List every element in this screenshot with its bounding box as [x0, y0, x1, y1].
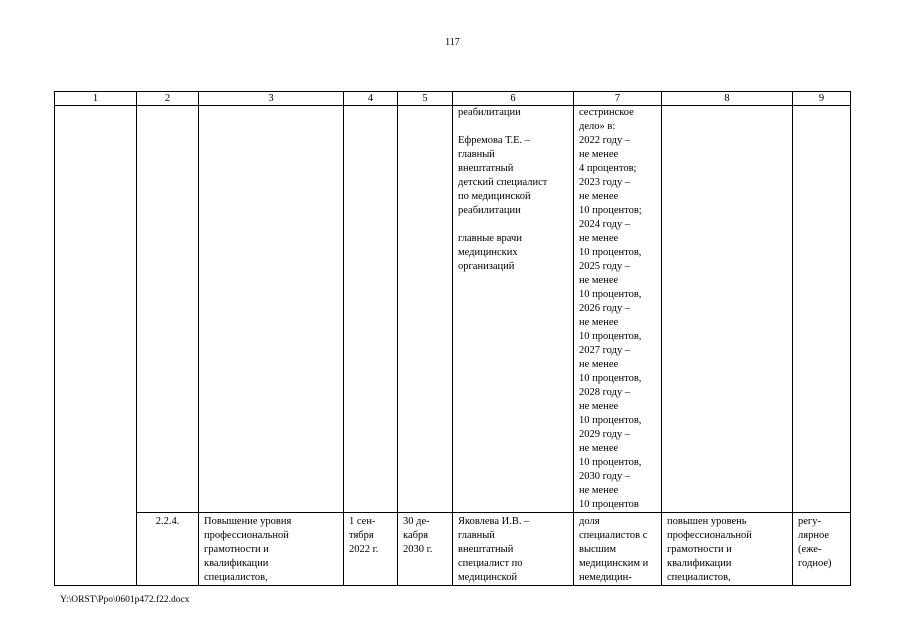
text-line: 2025 году – [579, 261, 631, 272]
table-cell [137, 106, 199, 513]
file-path-footer: Y:\ORST\Ppo\0601p472.f22.docx [60, 595, 190, 605]
header-cell: 2 [137, 92, 199, 106]
text-line: Ефремова Т.Е. – [458, 135, 531, 146]
text-line: 30 де- [403, 516, 430, 527]
text-line: 10 процентов, [579, 289, 642, 300]
text-line: не менее [579, 359, 619, 370]
text-line: специалистов с [579, 530, 648, 541]
header-cell: 5 [398, 92, 453, 106]
text-line: не менее [579, 191, 619, 202]
text-line: 2030 году – [579, 471, 631, 482]
frequency-cell [793, 513, 851, 586]
header-cell: 3 [199, 92, 344, 106]
text-line: 10 процентов, [579, 373, 642, 384]
text-line: Яковлева И.В. – [458, 516, 530, 527]
text-line: 2029 году – [579, 429, 631, 440]
text-line: квалификации [204, 558, 269, 569]
header-cell: 6 [453, 92, 574, 106]
text-line: главный [458, 149, 495, 160]
text-line: годное) [798, 558, 832, 569]
text-line: профессиональной [204, 530, 289, 541]
text-line: грамотности и [667, 544, 732, 555]
table-row [55, 106, 851, 513]
text-line: кабря [403, 530, 429, 541]
text-line: профессиональной [667, 530, 752, 541]
text-line: грамотности и [204, 544, 269, 555]
text-line: 2030 г. [403, 544, 433, 555]
text-line: по медицинской [458, 191, 531, 202]
header-row [55, 92, 851, 106]
text-line: реабилитации [458, 107, 521, 118]
text-line: 2022 году – [579, 135, 631, 146]
text-line: не менее [579, 233, 619, 244]
text-line: дело» в: [579, 121, 616, 132]
text-line: медицинским и [579, 558, 649, 569]
indicator-cell [574, 106, 662, 513]
text-line: 10 процентов, [579, 247, 642, 258]
text-line: главный [458, 530, 495, 541]
text-line: 10 процентов, [579, 457, 642, 468]
text-line: специалистов, [667, 572, 731, 583]
result-cell [662, 513, 793, 586]
table-cell [199, 106, 344, 513]
item-number-cell: 2.2.4. [137, 513, 199, 586]
text-line: 1 сен- [349, 516, 376, 527]
text-line: 2022 г. [349, 544, 379, 555]
table-cell [344, 106, 398, 513]
text-line: немедицин- [579, 572, 632, 583]
text-line: не менее [579, 401, 619, 412]
text-line: организаций [458, 261, 515, 272]
text-line: внештатный [458, 163, 514, 174]
indicator-cell [574, 513, 662, 586]
text-line: квалификации [667, 558, 732, 569]
text-line: доля [579, 516, 600, 527]
text-line: 2023 году – [579, 177, 631, 188]
table-cell [55, 106, 137, 586]
text-line: повышен уровень [667, 516, 747, 527]
text-line: 4 процентов; [579, 163, 637, 174]
start-date-cell [344, 513, 398, 586]
header-cell: 1 [55, 92, 137, 106]
text-line: не менее [579, 317, 619, 328]
text-line: медицинских [458, 247, 518, 258]
text-line: 2028 году – [579, 387, 631, 398]
table-row [55, 513, 851, 586]
text-line: детский специалист [458, 177, 548, 188]
header-cell: 8 [662, 92, 793, 106]
table-cell [793, 106, 851, 513]
document-table [54, 91, 851, 586]
text-line: специалистов, [204, 572, 268, 583]
text-line: Повышение уровня [204, 516, 292, 527]
text-line: медицинской [458, 572, 518, 583]
text-line: не менее [579, 485, 619, 496]
text-line: сестринское [579, 107, 634, 118]
text-line: 10 процентов; [579, 205, 642, 216]
text-line: специалист по [458, 558, 523, 569]
page-number: 117 [445, 37, 460, 48]
text-line: внештатный [458, 544, 514, 555]
text-line: 10 процентов [579, 499, 639, 510]
table-cell [398, 106, 453, 513]
text-line [458, 218, 568, 232]
text-line: высшим [579, 544, 617, 555]
text-line: не менее [579, 443, 619, 454]
text-line: 2024 году – [579, 219, 631, 230]
responsible-cell [453, 106, 574, 513]
text-line: главные врачи [458, 233, 522, 244]
end-date-cell [398, 513, 453, 586]
text-line: 2026 году – [579, 303, 631, 314]
text-line: 2027 году – [579, 345, 631, 356]
text-line [458, 120, 568, 134]
text-line: (еже- [798, 544, 822, 555]
text-line: реабилитации [458, 205, 521, 216]
text-line: не менее [579, 149, 619, 160]
header-cell: 7 [574, 92, 662, 106]
activity-cell [199, 513, 344, 586]
text-line: регу- [798, 516, 821, 527]
text-line: 10 процентов, [579, 415, 642, 426]
responsible-cell [453, 513, 574, 586]
header-cell: 9 [793, 92, 851, 106]
text-line: 10 процентов, [579, 331, 642, 342]
text-line: тября [349, 530, 374, 541]
text-line: не менее [579, 275, 619, 286]
header-cell: 4 [344, 92, 398, 106]
table-cell [662, 106, 793, 513]
text-line: лярное [798, 530, 829, 541]
